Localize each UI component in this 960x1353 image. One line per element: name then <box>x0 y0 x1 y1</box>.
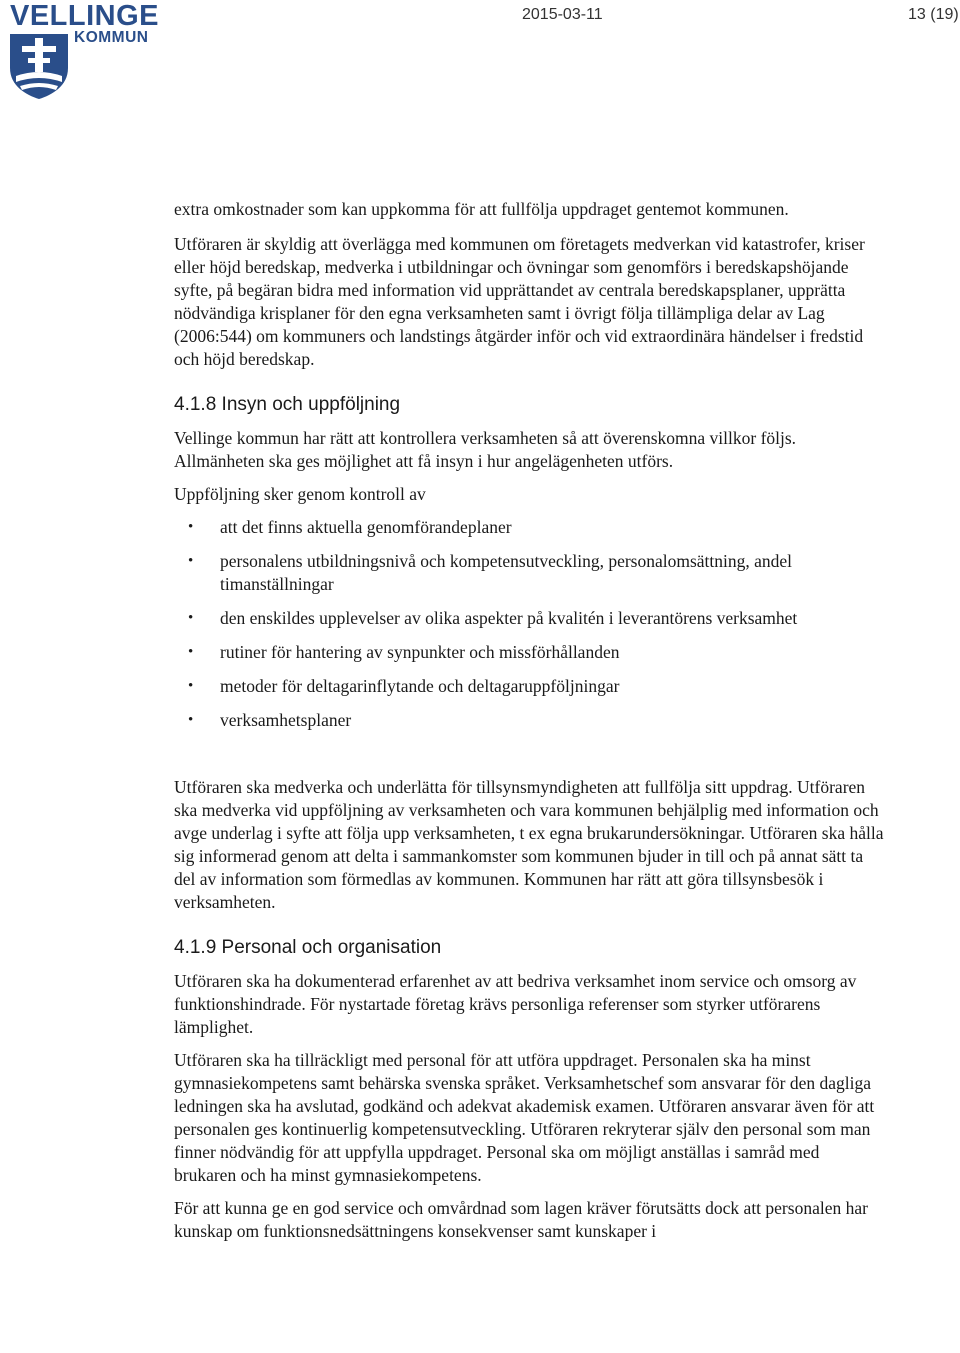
bullet-icon: • <box>188 553 194 569</box>
logo-title: VELLINGE <box>10 0 160 32</box>
paragraph: För att kunna ge en god service och omvårdnad som lagen kräver förutsätts dock att personalen har kunskap om funktionsnedsättningens konsekvenser samt kunskaper i <box>174 1198 868 1241</box>
bullet-icon: • <box>188 712 194 728</box>
list-item-text: den enskildes upplevelser av olika aspekter på kvalitén i leverantörens verksamhet <box>220 608 798 628</box>
bullet-icon: • <box>188 519 194 535</box>
logo-subtitle: KOMMUN <box>74 29 149 46</box>
list-item <box>174 709 884 732</box>
coat-of-arms-icon <box>8 32 70 100</box>
document-body <box>174 198 884 1243</box>
header-date: 2015-03-11 <box>522 6 603 23</box>
list-item-text: verksamhetsplaner <box>220 710 352 730</box>
paragraph: extra omkostnader som kan uppkomma för att fullfölja uppdraget gentemot kommunen. <box>174 199 789 219</box>
list-item <box>174 516 884 539</box>
list-item-text: personalens utbildningsnivå och kompetensutveckling, personalomsättning, andel timanställningar <box>220 551 793 594</box>
list-item <box>174 607 884 630</box>
paragraph: Utföraren är skyldig att överlägga med kommunen om företagets medverkan vid katastrofer, kriser eller höjd beredskap, medverka i utbildningar och övningar som genomförs i beredskapshöjande syfte, på begäran bidra med information vid upprättandet av centrala beredskapsplaner, upprätta nödvändiga krisplaner för den egna verksamheten samt i övrigt följa tillämpliga delar av Lag (2006:544) om kommuners och landstings åtgärder inför och vid extraordinära händelser i fredstid och höjd beredskap. <box>174 234 865 369</box>
list-item <box>174 675 884 698</box>
section-heading: 4.1.9 Personal och organisation <box>174 937 442 958</box>
header-page-number: 13 (19) <box>908 6 959 23</box>
paragraph: Utföraren ska ha dokumenterad erfarenhet av att bedriva verksamhet inom service och omsorg av funktionshindrade. För nystartade företag krävs personliga referenser som styrker utförarens lämplighet. <box>174 971 857 1037</box>
vellinge-logo <box>8 0 168 100</box>
list-item <box>174 550 884 596</box>
bullet-icon: • <box>188 644 194 660</box>
list-item-text: metoder för deltagarinflytande och deltagaruppföljningar <box>220 676 620 696</box>
paragraph: Vellinge kommun har rätt att kontrollera verksamheten så att överenskomna villkor följs. Allmänheten ska ges möjlighet att få insyn i hur angelägenheten utförs. <box>174 428 797 471</box>
paragraph: Uppföljning sker genom kontroll av <box>174 484 426 504</box>
list-item-text: att det finns aktuella genomförandeplaner <box>220 517 512 537</box>
follow-up-list <box>174 516 884 732</box>
list-item <box>174 641 884 664</box>
section-heading: 4.1.8 Insyn och uppföljning <box>174 394 401 415</box>
paragraph: Utföraren ska medverka och underlätta för tillsynsmyndigheten att fullfölja sitt uppdrag. Utföraren ska medverka vid uppföljning av verksamheten och vara kommunen behjälplig med information och avge underlag i syfte att följa upp verksamheten, t ex egna brukarundersökningar. Utföraren ska hålla sig informerad genom att delta i sammankomster som kommunen bjuder in till och på annat sätt ta del av information som förmedlas av kommunen. Kommunen har rätt att göra tillsynsbesök i verksamheten. <box>174 777 884 912</box>
paragraph: Utföraren ska ha tillräckligt med personal för att utföra uppdraget. Personalen ska ha minst gymnasiekompetens samt behärska svenska språket. Verksamhetschef som ansvarar för den dagliga ledningen ska ha avslutad, godkänd och adekvat akademisk examen. Utföraren ansvarar även för att personalen ges kontinuerlig kompetensutveckling. Utföraren rekryterar själv den personal som man finner nödvändig för att uppfylla uppdraget. Personal ska om möjligt anställas i samråd med brukaren och ha minst gymnasiekompetens. <box>174 1050 875 1185</box>
bullet-icon: • <box>188 610 194 626</box>
list-item-text: rutiner för hantering av synpunkter och missförhållanden <box>220 642 620 662</box>
bullet-icon: • <box>188 678 194 694</box>
